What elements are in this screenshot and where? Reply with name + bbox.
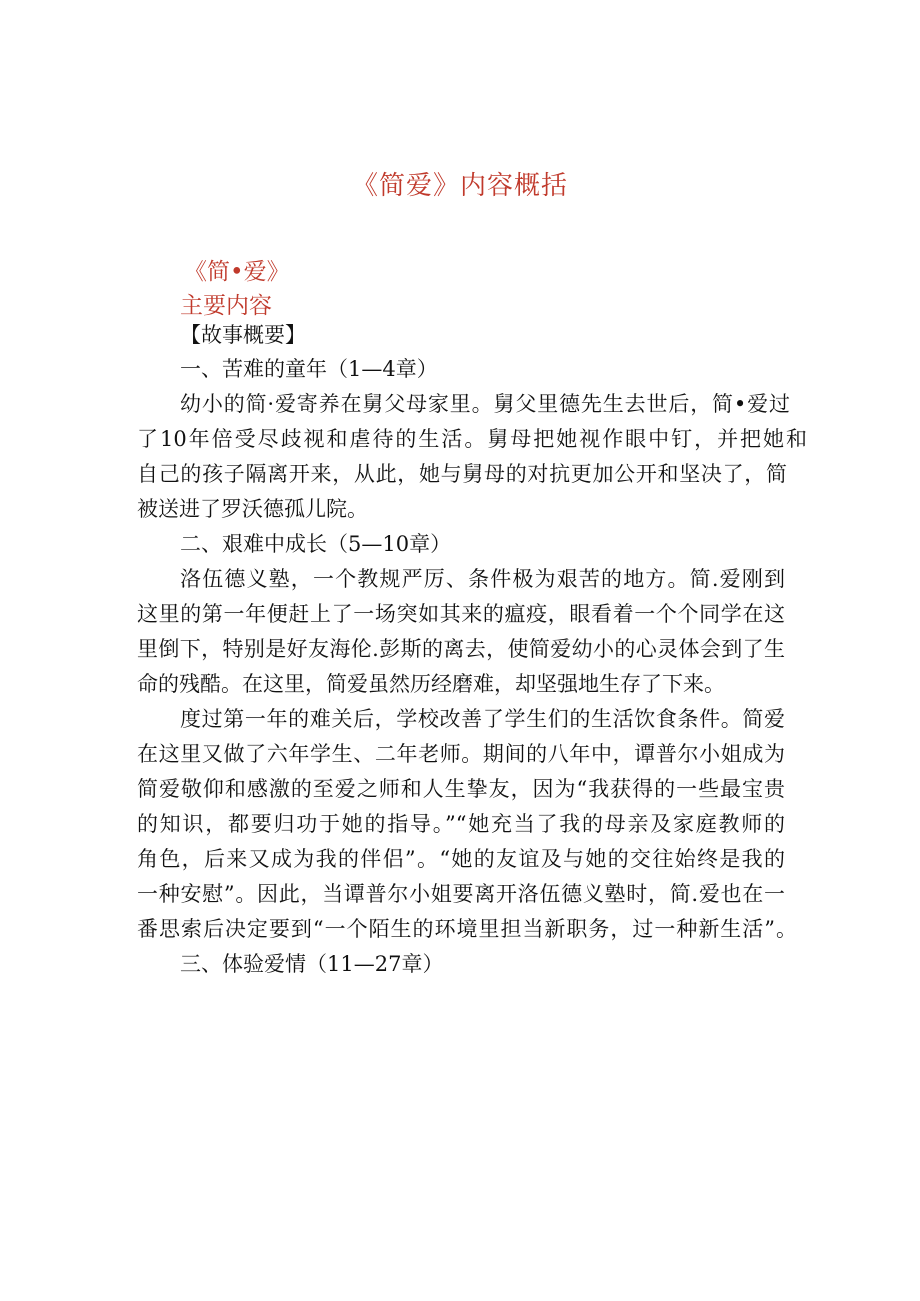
page-title: 《简爱》内容概括 xyxy=(351,171,568,201)
paragraph-line: 的知识，都要归功于她的指导。”“她充当了我的母亲及家庭教师的 xyxy=(137,812,785,836)
paragraph-line: 在这里又做了六年学生、二年老师。期间的八年中，谭普尔小姐成为 xyxy=(137,742,785,766)
paragraph-line: 命的残酷。在这里，简爱虽然历经磨难，却坚强地生存了下来。 xyxy=(137,672,725,696)
part3-heading: 三、体验爱情（11—27章） xyxy=(180,952,444,976)
paragraph-line: 角色，后来又成为我的伴侣”。“她的友谊及与她的交往始终是我的 xyxy=(137,847,785,871)
paragraph-line: 里倒下，特别是好友海伦.彭斯的离去，使简爱幼小的心灵体会到了生 xyxy=(137,637,785,661)
paragraph-line: 幼小的简·爱寄养在舅父母家里。舅父里德先生去世后，简•爱过 xyxy=(180,392,790,416)
paragraph-line: 自己的孩子隔离开来，从此，她与舅母的对抗更加公开和坚决了，简 xyxy=(137,462,787,486)
paragraph-line: 简爱敬仰和感激的至爱之师和人生挚友，因为“我获得的一些最宝贵 xyxy=(137,777,785,801)
paragraph-line: 度过第一年的难关后，学校改善了学生们的生活饮食条件。简爱 xyxy=(180,707,785,731)
paragraph-line: 这里的第一年便赶上了一场突如其来的瘟疫，眼看着一个个同学在这 xyxy=(137,602,785,626)
paragraph-line: 了10年倍受尽歧视和虐待的生活。舅母把她视作眼中钉，并把她和 xyxy=(137,427,807,451)
part2-heading: 二、艰难中成长（5—10章） xyxy=(180,532,452,556)
book-subtitle: 《简•爱》 xyxy=(184,259,290,285)
paragraph-line: 番思索后决定要到“一个陌生的环境里担当新职务，过一种新生活”。 xyxy=(137,917,797,941)
paragraph-line: 洛伍德义塾，一个教规严厉、条件极为艰苦的地方。简.爱刚到 xyxy=(180,567,785,591)
section-heading: 主要内容 xyxy=(180,293,272,319)
story-heading: 【故事概要】 xyxy=(180,323,306,347)
paragraph-line: 一种安慰”。因此，当谭普尔小姐要离开洛伍德义塾时，简.爱也在一 xyxy=(137,882,785,906)
paragraph-line: 被送进了罗沃德孤儿院。 xyxy=(137,497,368,521)
part1-heading: 一、苦难的童年（1—4章） xyxy=(180,357,438,381)
